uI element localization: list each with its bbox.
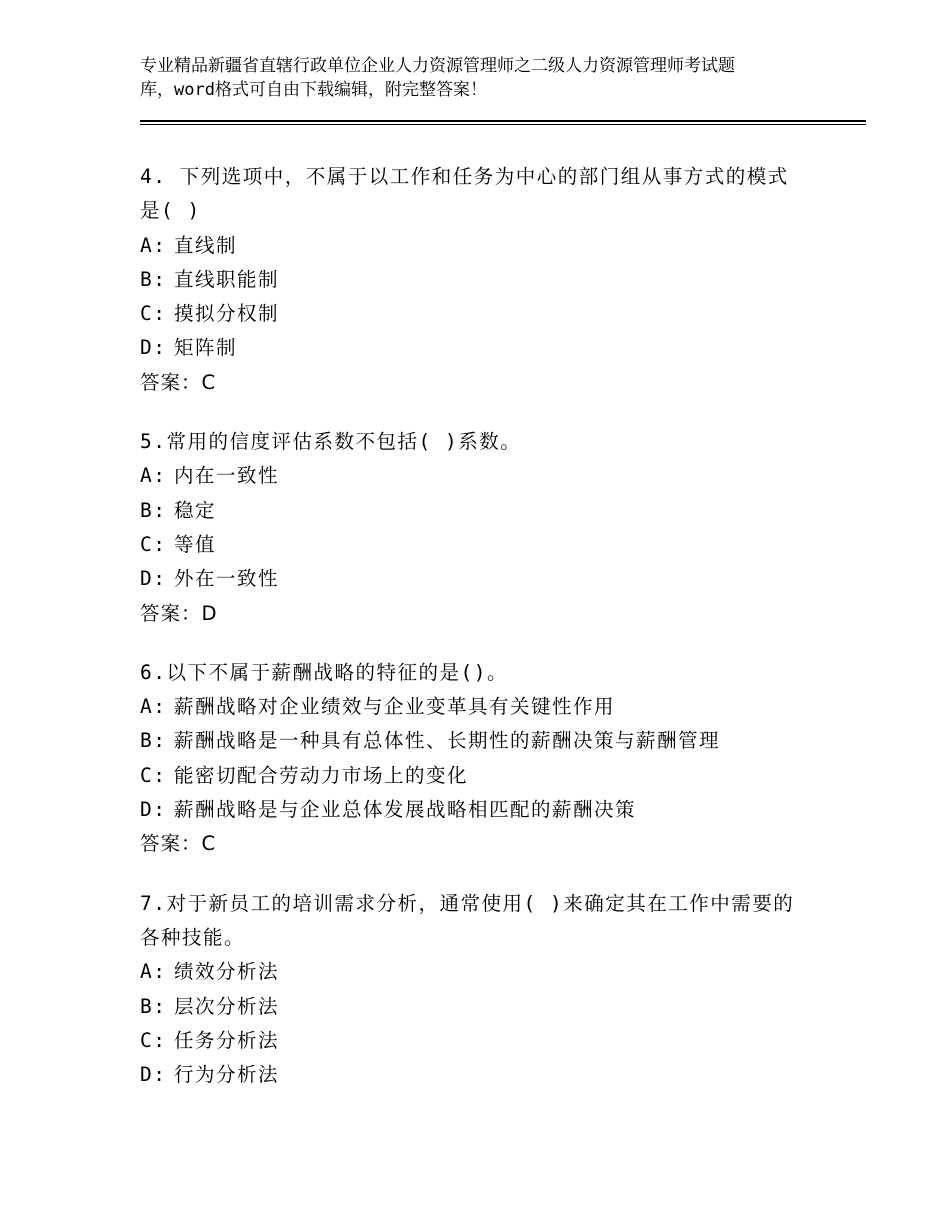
header-line: 库，word格式可自由下载编辑，附完整答案！: [140, 80, 487, 100]
option-letter: B:: [140, 498, 167, 522]
option-letter: D:: [140, 798, 167, 822]
option-text: 直线制: [174, 233, 238, 257]
option-text: 薪酬战略是与企业总体发展战略相匹配的薪酬决策: [174, 798, 637, 822]
question-stem: 5.常用的信度评估系数不包括( )系数。: [140, 430, 522, 454]
option-letter: C:: [140, 763, 167, 787]
option-letter: D:: [140, 1063, 167, 1087]
option-a: [140, 229, 830, 263]
option-text: 等值: [174, 532, 217, 556]
option-text: 矩阵制: [174, 336, 238, 360]
option-text: 任务分析法: [174, 1028, 280, 1052]
option-c: [140, 1024, 830, 1058]
option-letter: C:: [140, 532, 167, 556]
option-text: 行为分析法: [174, 1063, 280, 1087]
document-header: [140, 54, 820, 102]
option-letter: D:: [140, 567, 167, 591]
option-text: 摸拟分权制: [174, 302, 280, 326]
question-stem: 4. 下列选项中，不属于以工作和任务为中心的部门组从事方式的模式: [140, 165, 789, 188]
option-b: [140, 263, 830, 297]
option-c: [140, 297, 830, 331]
question-6: [140, 656, 830, 862]
option-d: [140, 331, 830, 365]
option-b: [140, 990, 830, 1024]
option-letter: C:: [140, 1028, 167, 1052]
option-text: 内在一致性: [174, 464, 280, 488]
answer-line: 答案：D: [140, 601, 218, 625]
option-text: 绩效分析法: [174, 960, 280, 984]
option-c: [140, 528, 830, 562]
question-stem: 7.对于新员工的培训需求分析，通常使用( )来确定其在工作中需要的: [140, 891, 795, 915]
option-a: [140, 690, 830, 724]
option-letter: D:: [140, 336, 167, 360]
header-divider-thick: [140, 120, 866, 122]
option-letter: B:: [140, 729, 167, 753]
option-letter: A:: [140, 695, 167, 719]
option-text: 外在一致性: [174, 567, 280, 591]
option-a: [140, 955, 830, 989]
answer-line: 答案：C: [140, 370, 217, 394]
option-d: [140, 1058, 830, 1092]
question-7: [140, 887, 830, 1093]
question-stem: 是( ): [140, 199, 201, 223]
option-text: 薪酬战略是一种具有总体性、长期性的薪酬决策与薪酬管理: [174, 729, 721, 753]
question-list: [140, 160, 830, 1117]
option-b: [140, 494, 830, 528]
option-letter: A:: [140, 233, 167, 257]
answer-line: 答案：C: [140, 832, 217, 856]
option-letter: B:: [140, 267, 167, 291]
option-letter: A:: [140, 464, 167, 488]
question-5: [140, 425, 830, 631]
question-stem: 各种技能。: [140, 925, 246, 949]
option-b: [140, 724, 830, 758]
option-text: 稳定: [174, 498, 217, 522]
question-stem: 6.以下不属于薪酬战略的特征的是()。: [140, 660, 508, 684]
option-text: 直线职能制: [174, 267, 280, 291]
header-line: 专业精品新疆省直辖行政单位企业人力资源管理师之二级人力资源管理师考试题: [140, 56, 735, 76]
option-d: [140, 793, 830, 827]
option-letter: C:: [140, 302, 167, 326]
header-divider-thin: [140, 124, 866, 125]
option-text: 能密切配合劳动力市场上的变化: [174, 763, 469, 787]
option-letter: A:: [140, 960, 167, 984]
option-a: [140, 459, 830, 493]
option-text: 层次分析法: [174, 994, 280, 1018]
option-text: 薪酬战略对企业绩效与企业变革具有关键性作用: [174, 695, 616, 719]
option-letter: B:: [140, 994, 167, 1018]
question-4: [140, 160, 830, 400]
option-d: [140, 562, 830, 596]
option-c: [140, 759, 830, 793]
